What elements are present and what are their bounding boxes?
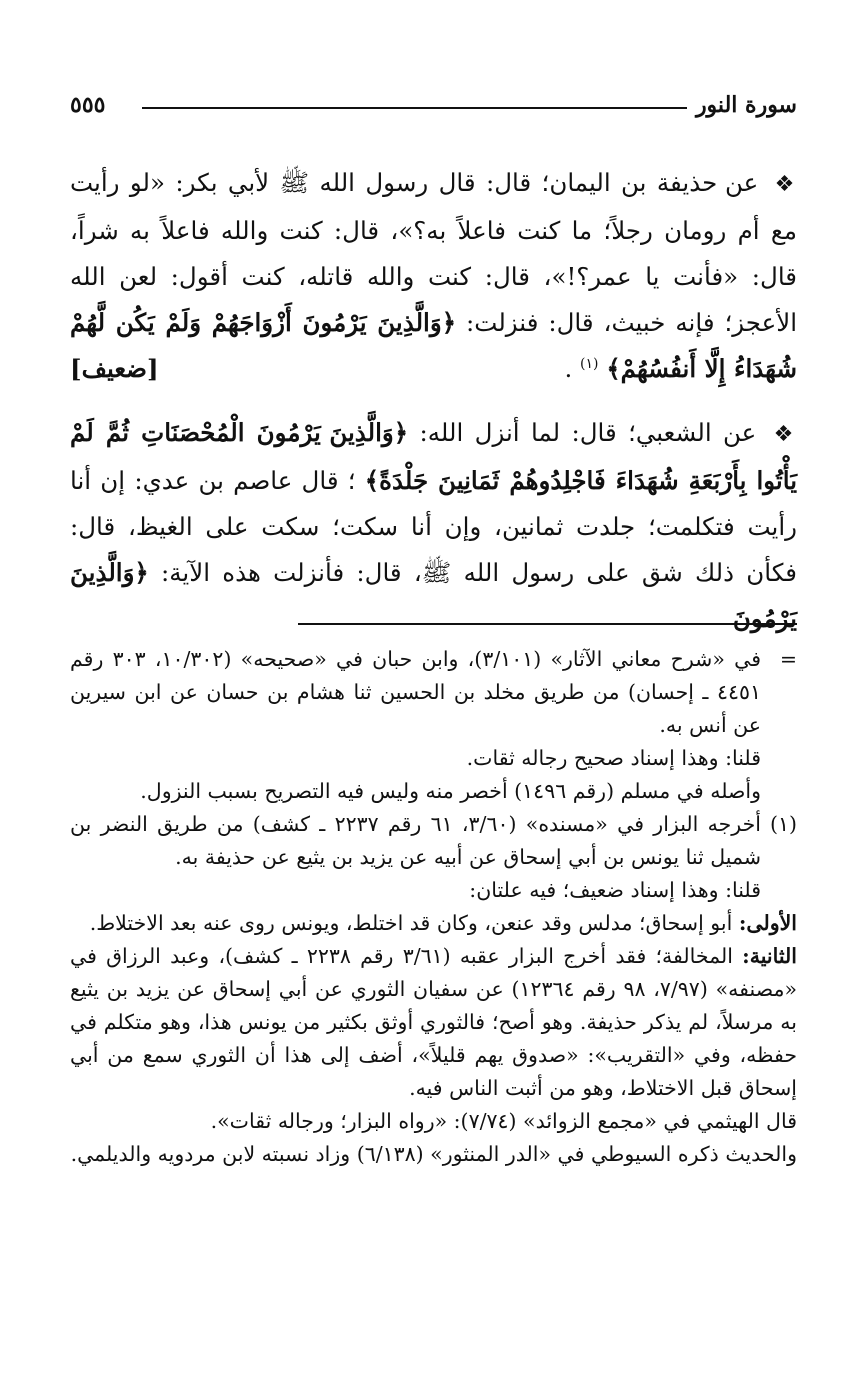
footnote-first-defect: [70, 907, 797, 940]
hadith-text-continued: ؛ قال عاصم بن عدي: إن أنا رأيت فتكلمت؛ جلدت ثمانين، وإن أنا سكت؛ سكت على الغيظ، قال: فكأن ذلك شق على رسول الله ﷺ، قال: فأنزلت هذه الآية:: [70, 466, 797, 587]
footnote-1: [70, 808, 797, 907]
footnote-separator: [298, 623, 797, 625]
quran-verse-start: ﴿وَالَّذِينَ يَرْمُونَ: [70, 558, 797, 633]
main-text: [70, 160, 797, 660]
header-rule: [142, 107, 687, 109]
footnote-line: أخرجه البزار في «مسنده» (٣/٦٠، ٦١ رقم ٢٢٣٧ ـ كشف) من طريق النضر بن شميل ثنا يونس بن أبي إسحاق عن أبيه عن يزيد بن يثيع عن حذيفة به.: [70, 812, 761, 869]
bullet-icon: ❖: [774, 172, 797, 197]
hadith-paragraph-1: [70, 160, 797, 392]
page-header: [70, 92, 797, 122]
footnote-line: قلنا: وهذا إسناد ضعيف؛ فيه علتان:: [469, 878, 761, 902]
footnote-line: في «شرح معاني الآثار» (٣/١٠١)، وابن حبان في «صحيحه» (١٠/٣٠٢، ٣٠٣ رقم ٤٤٥١ ـ إحسان) من طريق مخلد بن الحسين ثنا هشام بن حسان عن ابن سيرين عن أنس به.: [70, 647, 762, 737]
footnote-reference[interactable]: (١): [580, 355, 599, 372]
first-defect-label: الأولى:: [738, 911, 797, 935]
quran-verse: ﴿وَالَّذِينَ يَرْمُونَ الْمُحْصَنَاتِ ثُمَّ لَمْ يَأْتُوا بِأَرْبَعَةِ شُهَدَاءَ فَاجْلِدُوهُمْ ثَمَانِينَ جَلْدَةً﴾: [70, 418, 798, 495]
bullet-icon: ❖: [773, 422, 797, 447]
footnote-line: قال الهيثمي في «مجمع الزوائد» (٧/٧٤): «رواه البزار؛ ورجاله ثقات».: [210, 1109, 797, 1133]
hadith-text: عن الشعبي؛ قال: لما أنزل الله:: [408, 418, 757, 447]
footnote-second-defect: [70, 940, 797, 1105]
hadith-paragraph-2: [70, 410, 797, 642]
footnote-line: وأصله في مسلم (رقم ١٤٩٦) أخصر منه وليس فيه التصريح بسبب النزول.: [140, 779, 761, 803]
sentence-end: .: [564, 354, 573, 383]
page-number: ٥٥٥: [70, 92, 106, 118]
second-defect-text: المخالفة؛ فقد أخرج البزار عقبه (٣/٦١ رقم ٢٢٣٨ ـ كشف)، وعبد الرزاق في «مصنفه» (٧/٩٧، ٩٨ رقم ١٢٣٦٤) عن سفيان الثوري عن أبي إسحاق عن يزيد بن يثيع به مرسلاً، لم يذكر حذيفة. وهو أصح؛ فالثوري أوثق بكثير من يونس هذا، وهو متكلم في حفظه، وفي «التقريب»: «صدوق يهم قليلاً»، أضف إلى هذا أن الثوري سمع من أبي إسحاق قبل الاختلاط، وهو من أثبت الناس فيه.: [70, 944, 797, 1100]
second-defect-label: الثانية:: [742, 944, 797, 968]
footnote-line: قلنا: وهذا إسناد صحيح رجاله ثقات.: [466, 746, 761, 770]
footnote-number: (١): [769, 812, 797, 836]
continuation-mark: =: [779, 647, 797, 671]
footnote-line: والحديث ذكره السيوطي في «الدر المنثور» (٦/١٣٨) وزاد نسبته لابن مردويه والديلمي.: [70, 1142, 797, 1166]
hadith-text: عن حذيفة بن اليمان؛ قال: قال رسول الله ﷺ لأبي بكر: «لو رأيت مع أم رومان رجلاً؛ ما كنت فاعلاً به؟»، قال: كنت والله فاعلاً به شراً، قال: «فأنت يا عمر؟!»، قال: كنت والله قاتله، كنت أقول: لعن الله الأعجز؛ فإنه خبيث، قال: فنزلت:: [70, 168, 797, 337]
surah-name: سورة النور: [695, 92, 797, 118]
grade-label: [ضعيف]: [70, 354, 159, 383]
footnote-continuation: [70, 643, 797, 808]
footnotes: [70, 643, 797, 1171]
first-defect-text: أبو إسحاق؛ مدلس وقد عنعن، وكان قد اختلط، ويونس روى عنه بعد الاختلاط.: [89, 911, 739, 935]
quran-verse: ﴿وَالَّذِينَ يَرْمُونَ أَزْوَاجَهُمْ وَلَمْ يَكُن لَّهُمْ شُهَدَاءُ إِلَّا أَنفُسُهُمْ﴾: [70, 308, 797, 383]
